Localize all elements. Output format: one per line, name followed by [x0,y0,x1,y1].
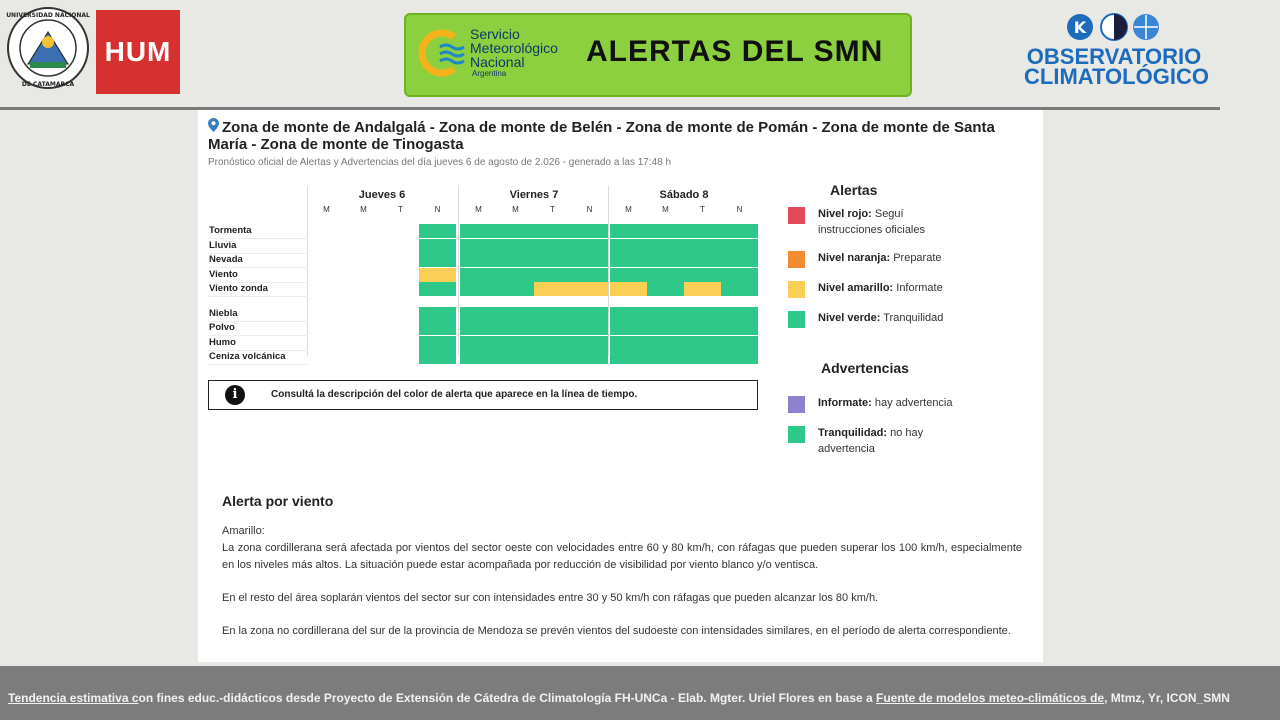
timeline-cell-verde[interactable] [571,336,608,350]
timeline-cell-verde[interactable] [534,307,571,321]
legend-swatch [788,426,805,443]
legend-text: Tranquilidad: no hay advertencia [818,427,924,455]
zone-title [208,118,1028,153]
timeline-cell-verde[interactable] [497,268,534,282]
footer-text-1: on fines educ.-didácticos desde Proyecto de Extensión de Cátedra de Climatología FH-UNCa - Elab. Mgter. Uriel Flores en base a [138,691,877,705]
timeline-cell-verde[interactable] [721,350,758,364]
alert-heading: Alerta por viento [222,493,334,509]
timeline-cell-verde[interactable] [534,239,571,253]
period-label: T [398,205,403,214]
timeline-cell-verde[interactable] [684,224,721,238]
row-divider [208,296,308,297]
row-divider [208,364,308,365]
timeline-cell-verde[interactable] [497,282,534,296]
timeline-cell-amarillo[interactable] [419,268,456,282]
timeline-cell-verde[interactable] [460,321,497,335]
timeline-cell-verde[interactable] [721,307,758,321]
timeline-cell-verde[interactable] [497,321,534,335]
timeline-cell-verde[interactable] [610,268,647,282]
timeline-cell-amarillo[interactable] [571,282,608,296]
timeline-cell-verde[interactable] [419,336,456,350]
info-icon: i [225,385,245,405]
timeline-cell-verde[interactable] [610,239,647,253]
alert-paragraph-1: La zona cordillerana será afectada por vientos del sector oeste con velocidades entre 60 y 80 km/h, con ráfagas que pueden superar los 100 km/h, especialmente en los niveles más altos. La situación puede estar acompañada por reducción de visibilidad por viento blanco y/o ventisca. [222,542,1022,571]
period-label: N [434,205,441,214]
timeline-cell-verde[interactable] [647,239,684,253]
footer-text-2: , Mtmz, Yr, ICON_SMN [1104,691,1230,705]
legend-advertencias-title: Advertencias [821,360,909,376]
phenomenon-label: Lluvia [209,239,237,251]
forecast-subtitle: Pronóstico oficial de Alertas y Advertencias del día jueves 6 de agosto de 2.026 - generado a las 17:48 h [208,157,672,168]
period-label: M [512,205,519,214]
smn-name [470,27,558,79]
footer-link-tendencia[interactable]: Tendencia estimativa c [8,691,139,705]
timeline-cell-amarillo[interactable] [610,282,647,296]
day-separator [458,186,459,356]
timeline-cell-verde[interactable] [419,307,456,321]
timeline-cell-verde[interactable] [460,307,497,321]
legend-swatch [788,207,805,224]
phenomenon-label: Niebla [209,307,238,319]
period-label: T [550,205,555,214]
timeline-cell-verde[interactable] [721,253,758,267]
timeline-cell-verde[interactable] [534,336,571,350]
timeline-cell-verde[interactable] [721,268,758,282]
smn-banner [404,13,912,97]
footer-link-fuente[interactable]: Fuente de modelos meteo-climáticos de [876,691,1105,705]
timeline-cell-verde[interactable] [571,321,608,335]
timeline-cell-verde[interactable] [684,239,721,253]
timeline-cell-verde[interactable] [610,336,647,350]
timeline-cell-verde[interactable] [721,239,758,253]
timeline-cell-verde[interactable] [610,224,647,238]
phenomenon-label: Nevada [209,254,243,265]
legend-text: Nivel naranja: Preparate [818,252,942,264]
timeline-cell-verde[interactable] [647,307,684,321]
header [0,0,1280,108]
smn-logo-icon [418,27,470,79]
timeline-cell-verde[interactable] [721,321,758,335]
timeline-cell-verde[interactable] [684,321,721,335]
smn-name-line4: Argentina [472,69,507,78]
timeline-cell-verde[interactable] [647,268,684,282]
timeline-cell-verde[interactable] [684,350,721,364]
timeline-cell-verde[interactable] [460,336,497,350]
timeline-cell-verde[interactable] [684,307,721,321]
timeline-cell-verde[interactable] [721,224,758,238]
legend-alertas-title: Alertas [830,182,878,198]
legend-text: Nivel rojo: Seguí instrucciones oficiales [818,208,925,236]
timeline-cell-verde[interactable] [497,239,534,253]
alert-paragraph-2: En el resto del área soplarán vientos del sector sur con intensidades entre 30 y 50 km/h con ráfagas que pueden alcanzar los 80 km/h. [222,592,879,604]
footer [0,666,1280,720]
timeline-cell-verde[interactable] [610,307,647,321]
alert-timeline [208,186,763,361]
unca-seal-icon [6,6,90,90]
timeline-cell-amarillo[interactable] [534,282,571,296]
timeline-cell-verde[interactable] [534,253,571,267]
timeline-cell-verde[interactable] [647,282,684,296]
period-label: M [662,205,669,214]
phenomenon-label: Polvo [209,322,235,333]
timeline-cell-verde[interactable] [460,350,497,364]
day-separator [307,186,308,356]
smn-name-line1: Servicio [470,26,520,42]
svg-text:K: K [1073,18,1087,37]
page-title: ALERTAS DEL SMN [586,35,884,68]
alert-body [222,523,1022,640]
timeline-cell-verde[interactable] [647,224,684,238]
timeline-cell-verde[interactable] [497,336,534,350]
timeline-cell-verde[interactable] [571,253,608,267]
footer-text [8,690,1274,706]
timeline-cell-verde[interactable] [534,268,571,282]
timeline-cell-verde[interactable] [419,224,456,238]
legend-swatch [788,396,805,413]
observatorio-emblem-icon [1024,12,1204,42]
phenomenon-label: Tormenta [209,225,252,236]
timeline-cell-verde[interactable] [497,253,534,267]
smn-name-line2: Meteorológico [470,40,558,56]
svg-text:UNIVERSIDAD NACIONAL: UNIVERSIDAD NACIONAL [6,12,90,19]
timeline-cell-verde[interactable] [721,336,758,350]
period-label: M [360,205,367,214]
forecast-panel [198,110,1043,662]
legend-text: Informate: hay advertencia [818,397,953,409]
timeline-cell-verde[interactable] [460,268,497,282]
timeline-cell-verde[interactable] [419,239,456,253]
info-box [208,380,758,410]
smn-name-line3: Nacional [470,54,525,70]
timeline-cell-verde[interactable] [534,224,571,238]
timeline-cell-verde[interactable] [647,253,684,267]
day-label: Viernes 7 [509,189,559,201]
timeline-cell-amarillo[interactable] [684,282,721,296]
timeline-cell-verde[interactable] [610,350,647,364]
timeline-cell-verde[interactable] [647,321,684,335]
timeline-cell-verde[interactable] [647,336,684,350]
timeline-cell-verde[interactable] [610,253,647,267]
observatorio-logo [1024,12,1209,96]
period-label: M [475,205,482,214]
zone-title-text: Zona de monte de Andalgalá - Zona de monte de Belén - Zona de monte de Pomán - Zona de monte de Santa María - Zona de monte de Tinogasta [208,119,995,153]
period-label: M [625,205,632,214]
legend-swatch [788,281,805,298]
svg-text:DE CATAMARCA: DE CATAMARCA [21,81,75,88]
day-label: Sábado 8 [659,189,709,201]
timeline-cell-verde[interactable] [684,336,721,350]
timeline-cell-verde[interactable] [571,224,608,238]
timeline-cell-verde[interactable] [419,350,456,364]
timeline-cell-verde[interactable] [571,239,608,253]
timeline-cell-verde[interactable] [497,350,534,364]
timeline-cell-verde[interactable] [534,350,571,364]
observatorio-line2: CLIMATOLÓGICO [1024,64,1209,89]
alert-paragraph-3: En la zona no cordillerana del sur de la provincia de Mendoza se prevén vientos del sudoeste con intensidades similares, en el período de alerta correspondiente. [222,625,1011,637]
alert-detail [222,493,1022,656]
timeline-cell-verde[interactable] [684,268,721,282]
timeline-cell-verde[interactable] [684,253,721,267]
legend-swatch [788,251,805,268]
day-label: Jueves 6 [358,189,406,201]
period-label: T [700,205,705,214]
location-pin-icon [208,118,222,136]
timeline-cell-verde[interactable] [497,224,534,238]
timeline-cell-verde[interactable] [571,307,608,321]
hum-logo: HUM [96,10,180,94]
timeline-cell-verde[interactable] [460,282,497,296]
period-label: N [736,205,743,214]
period-label: M [323,205,330,214]
phenomenon-label: Humo [209,336,236,348]
timeline-cell-verde[interactable] [419,282,456,296]
phenomenon-label: Viento zonda [209,283,268,294]
legend-swatch [788,311,805,328]
timeline-cell-verde[interactable] [721,282,758,296]
timeline-cell-verde[interactable] [647,350,684,364]
day-separator [608,186,609,356]
timeline-cell-verde[interactable] [460,253,497,267]
timeline-cell-verde[interactable] [610,321,647,335]
timeline-cell-verde[interactable] [419,253,456,267]
info-text: Consultá la descripción del color de alerta que aparece en la línea de tiempo. [271,389,638,400]
timeline-cell-verde[interactable] [419,321,456,335]
legend-text: Nivel amarillo: Informate [818,282,943,294]
timeline-cell-verde[interactable] [571,350,608,364]
timeline-cell-verde[interactable] [460,224,497,238]
timeline-cell-verde[interactable] [534,321,571,335]
observatorio-line1: OBSERVATORIO [1026,44,1202,69]
timeline-cell-verde[interactable] [460,239,497,253]
alert-level: Amarillo: [222,525,265,537]
timeline-cell-verde[interactable] [571,268,608,282]
timeline-cell-verde[interactable] [497,307,534,321]
legend-text: Nivel verde: Tranquilidad [818,312,944,324]
phenomenon-label: Viento [209,268,238,280]
phenomenon-label: Ceniza volcánica [209,351,286,362]
period-label: N [586,205,593,214]
